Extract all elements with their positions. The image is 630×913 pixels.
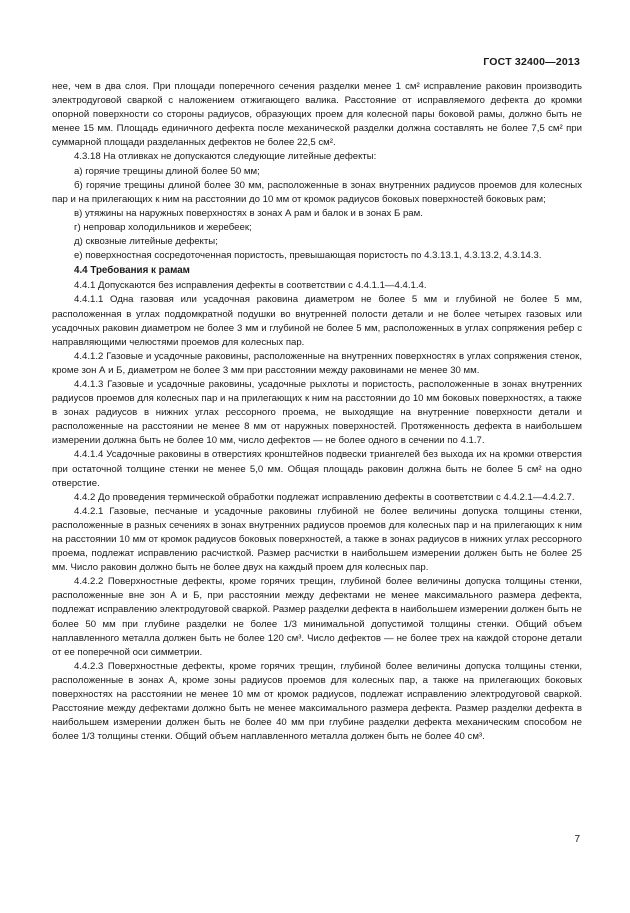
document-header: ГОСТ 32400—2013 — [483, 56, 580, 68]
list-item: б) горячие трещины длиной более 30 мм, расположенные в зонах внутренних радиусов проемов для колесных пар и на прилегающих к ним на расстоянии до 10 мм от кромок радиусов боковых поверхностей боковых рам; — [52, 179, 582, 205]
paragraph: 4.4.1.4 Усадочные раковины в отверстиях кронштейнов подвески триангелей без выхода их на кромки отверстия при остаточной толщине стенки не менее 5,0 мм. Общая площадь раковин должна быть не более 5 см² на одно отверстие. — [52, 449, 582, 489]
paragraph: 4.4.1.2 Газовые и усадочные раковины, расположенные на внутренних поверхностях в углах сопряжения стенок, кроме зон А и Б, диаметром не более 3 мм при расстоянии между раковинами не менее 30 мм. — [52, 350, 582, 376]
paragraph: 4.4.2.1 Газовые, песчаные и усадочные раковины глубиной не более величины допуска толщины стенки, расположенные в разных сечениях в зонах внутренних радиусов проемов для колесных пар и на прилегающих к ним на расстоянии 10 мм от кромок радиусов боковых поверхностей, а также в зонах радиусов в нижних углах рессорного проема, подлежат исправлению расчисткой. Размер расчистки в наибольшем измерении должен быть не более 25 мм. Число раковин должно быть не более двух на каждый проем для колесных пар. — [52, 505, 582, 574]
page-number: 7 — [574, 834, 580, 845]
list-item: д) сквозные литейные дефекты; — [74, 236, 218, 248]
paragraph: 4.3.18 На отливках не допускаются следующие литейные дефекты: — [74, 151, 377, 163]
section-heading: 4.4 Требования к рамам — [74, 265, 190, 277]
paragraph: 4.4.1 Допускаются без исправления дефекты в соответствии с 4.4.1.1—4.4.1.4. — [74, 280, 427, 292]
paragraph: 4.4.1.3 Газовые и усадочные раковины, усадочные рыхлоты и пористость, расположенные в зонах внутренних радиусов проемов для колесных пар и на прилегающих к ним на расстоянии до 10 мм боковых поверхностях, а также в зонах радиусов в нижних углах рессорного проема, не выходящие на внутренние поверхности детали и расположенные на расстоянии не менее 8 мм от наружных поверхностей. Протяженность дефекта в наибольшем измерении должна быть не более 10 мм, число дефектов — не более одного в сечении по 4.1.7. — [52, 378, 582, 447]
list-item: в) утяжины на наружных поверхностях в зонах А рам и балок и в зонах Б рам. — [74, 207, 423, 219]
list-item: е) поверхностная сосредоточенная пористость, превышающая пористость по 4.3.13.1, 4.3.13.2, 4.3.14.3. — [74, 250, 542, 262]
paragraph: 4.4.2 До проведения термической обработки подлежат исправлению дефекты в соответствии с 4.4.2.1—4.4.2.7. — [74, 491, 575, 503]
paragraph: 4.4.1.1 Одна газовая или усадочная раковина диаметром не более 5 мм и глубиной не более 5 мм, расположенная в углах поддомкратной подушки во внутренней полости детали и не более четырех газовых или усадочных раковин диаметром не более 3 мм и глубиной не более 5 мм, расположенных в углах сопряжения ребер с направляющими челюстями проемов для колесных пар. — [52, 294, 582, 348]
list-item: а) горячие трещины длиной более 50 мм; — [74, 165, 260, 177]
paragraph: 4.4.2.2 Поверхностные дефекты, кроме горячих трещин, глубиной более величины допуска толщины стенки, расположенные вне зон А и Б, при расстоянии между дефектами не менее максимального размера дефекта, подлежат исправлению электродуговой сваркой. Размер разделки дефекта в наибольшем измерении должен быть не более 50 мм при глубине разделки не более 1/3 минимальной допустимой толщины стенки. Общий объем наплавленного металла должен быть не более 120 см³. Число дефектов — не более трех на каждой стороне детали от ее поперечной оси симметрии. — [52, 576, 582, 658]
paragraph: нее, чем в два слоя. При площади поперечного сечения разделки менее 1 см² исправление раковин производить электродуговой сваркой с наложением отжигающего валика. Расстояние от исправляемого дефекта до кромки опорной поверхности со стороны радиусов, образующих проем для колесной пары боковой рамы, должно быть не менее 15 мм. Площадь единичного дефекта после механической разделки должна составлять не более 7,5 см² при суммарной площади разделанных дефектов не более 22,5 см². — [52, 81, 582, 149]
list-item: г) непровар холодильников и жеребеек; — [74, 221, 252, 233]
document-body — [52, 80, 582, 744]
paragraph: 4.4.2.3 Поверхностные дефекты, кроме горячих трещин, глубиной более величины допуска толщины стенки, расположенные в зонах А, кроме зоны радиусов проемов для колесных пар, а также на прилегающих боковых поверхностях на расстоянии не менее 10 мм от кромок радиусов, подлежат исправлению электродуговой сваркой. Расстояние между дефектами должно быть не менее максимального размера дефекта. Размер разделки дефекта в наибольшем измерении должен быть не более 40 мм при глубине разделки дефекта механическим способом не более 1/3 толщины стенки. Общий объем наплавленного металла должен быть не более 40 см³. — [52, 660, 582, 743]
